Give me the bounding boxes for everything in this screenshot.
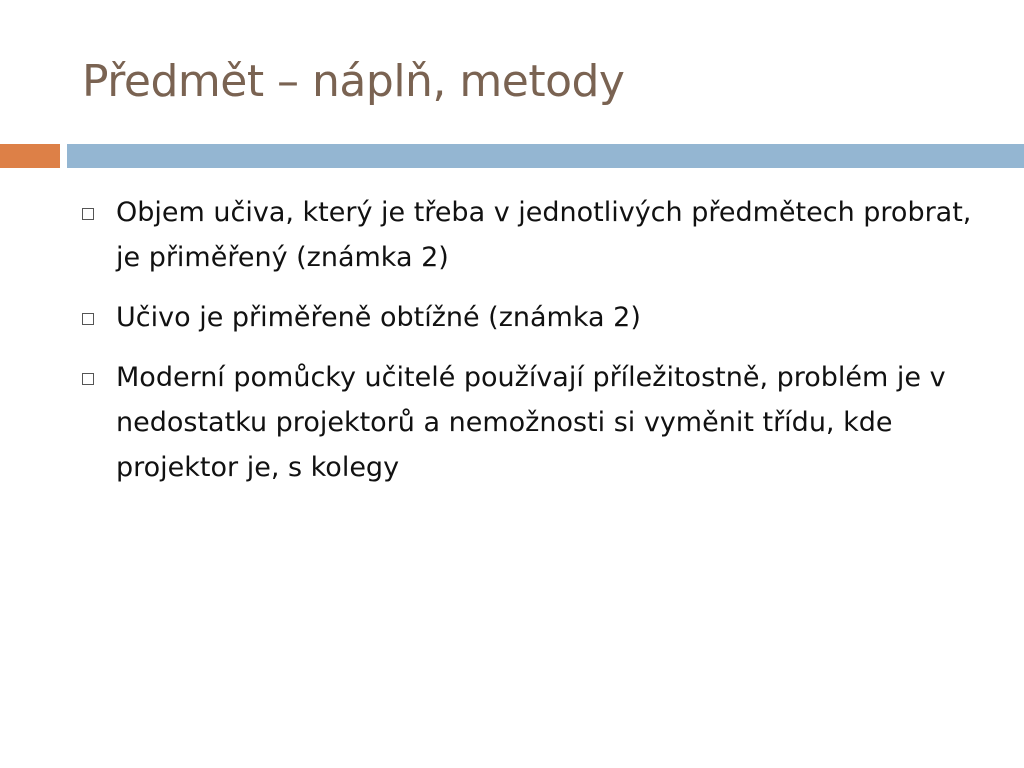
bullet-text: Učivo je přiměřeně obtížné (známka 2) — [116, 302, 641, 333]
slide-title: Předmět – náplň, metody — [82, 56, 625, 107]
hollow-square-icon — [82, 313, 94, 325]
bullet-text: Moderní pomůcky učitelé používají příležitostně, problém je v nedostatku projektorů a nemožnosti si vyměnit třídu, kde projektor je, s kolegy — [116, 362, 946, 483]
bullet-item — [82, 295, 982, 340]
bullet-list — [82, 190, 982, 505]
title-underline-bar — [67, 144, 1024, 168]
hollow-square-icon — [82, 208, 94, 220]
accent-bar — [0, 144, 60, 168]
bullet-item — [82, 355, 982, 490]
bullet-item — [82, 190, 982, 280]
bullet-text: Objem učiva, který je třeba v jednotlivých předmětech probrat, je přiměřený (známka 2) — [116, 197, 972, 273]
hollow-square-icon — [82, 373, 94, 385]
